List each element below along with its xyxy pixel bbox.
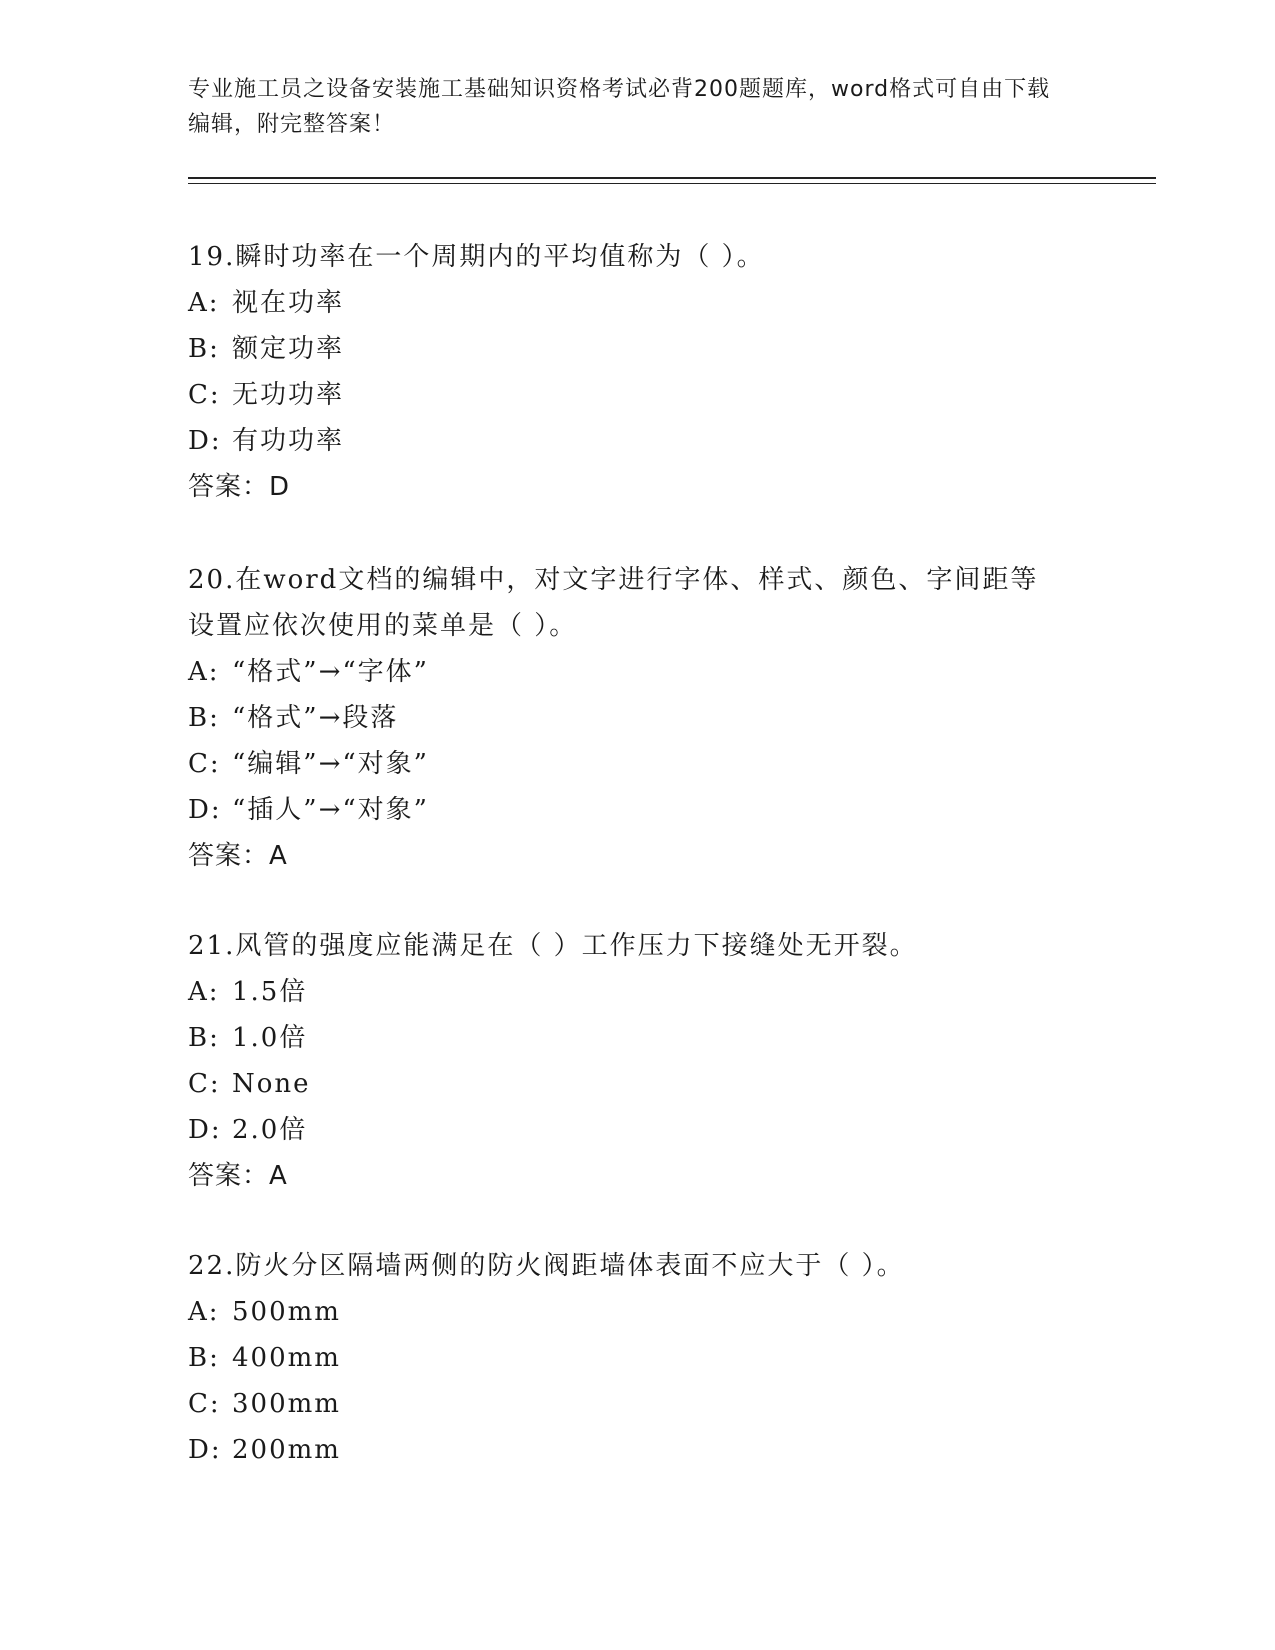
option-b bbox=[188, 1015, 1088, 1061]
option-text: 1.5倍 bbox=[232, 977, 308, 1007]
option-c bbox=[188, 1381, 1088, 1427]
header-divider-bottom bbox=[188, 183, 1156, 184]
option-c bbox=[188, 741, 1088, 787]
question-stem: 21.风管的强度应能满足在（ ）工作压力下接缝处无开裂。 bbox=[188, 931, 918, 961]
option-d bbox=[188, 418, 1088, 464]
option-text: “编辑”→“对象” bbox=[232, 749, 429, 779]
option-key: C: bbox=[188, 380, 221, 410]
option-key: C: bbox=[188, 1069, 221, 1099]
question-stem: 20.在word文档的编辑中，对文字进行字体、样式、颜色、字间距等设置应依次使用的菜单是（ ）。 bbox=[188, 565, 1039, 641]
option-key: D: bbox=[188, 1115, 222, 1145]
question-20 bbox=[188, 557, 1088, 879]
option-text: 1.0倍 bbox=[232, 1023, 308, 1053]
document-header: 专业施工员之设备安装施工基础知识资格考试必背200题题库，word格式可自由下载编辑，附完整答案！ bbox=[188, 77, 1051, 137]
option-text: 无功功率 bbox=[232, 380, 345, 410]
option-c bbox=[188, 1061, 1088, 1107]
option-key: C: bbox=[188, 1389, 221, 1419]
option-text: 2.0倍 bbox=[232, 1115, 308, 1145]
question-21 bbox=[188, 923, 1088, 1199]
option-a bbox=[188, 969, 1088, 1015]
option-text: 200mm bbox=[232, 1435, 341, 1465]
option-key: A: bbox=[188, 657, 220, 687]
option-d bbox=[188, 787, 1088, 833]
option-text: None bbox=[232, 1069, 311, 1099]
option-key: A: bbox=[188, 1297, 220, 1327]
option-key: A: bbox=[188, 977, 220, 1007]
answer-line: 答案：A bbox=[188, 841, 288, 871]
option-b bbox=[188, 695, 1088, 741]
option-key: D: bbox=[188, 1435, 222, 1465]
option-d bbox=[188, 1107, 1088, 1153]
option-key: C: bbox=[188, 749, 221, 779]
option-text: “格式”→段落 bbox=[232, 703, 399, 733]
option-text: 500mm bbox=[232, 1297, 341, 1327]
option-text: 有功功率 bbox=[232, 426, 345, 456]
question-stem: 22.防火分区隔墙两侧的防火阀距墙体表面不应大于（ ）。 bbox=[188, 1251, 905, 1281]
option-key: A: bbox=[188, 288, 220, 318]
option-key: B: bbox=[188, 703, 220, 733]
option-text: 400mm bbox=[232, 1343, 341, 1373]
option-key: B: bbox=[188, 334, 220, 364]
option-text: “插人”→“对象” bbox=[232, 795, 429, 825]
option-a bbox=[188, 649, 1088, 695]
option-key: D: bbox=[188, 795, 222, 825]
option-d bbox=[188, 1427, 1088, 1473]
option-c bbox=[188, 372, 1088, 418]
option-a bbox=[188, 280, 1088, 326]
option-text: 额定功率 bbox=[232, 334, 345, 364]
option-key: B: bbox=[188, 1023, 220, 1053]
option-b bbox=[188, 1335, 1088, 1381]
option-text: 300mm bbox=[232, 1389, 341, 1419]
question-stem: 19.瞬时功率在一个周期内的平均值称为（ ）。 bbox=[188, 242, 765, 272]
option-text: “格式”→“字体” bbox=[232, 657, 429, 687]
option-text: 视在功率 bbox=[232, 288, 345, 318]
option-key: D: bbox=[188, 426, 222, 456]
option-b bbox=[188, 326, 1088, 372]
question-19 bbox=[188, 234, 1088, 510]
answer-line: 答案：D bbox=[188, 472, 291, 502]
answer-line: 答案：A bbox=[188, 1161, 288, 1191]
option-key: B: bbox=[188, 1343, 220, 1373]
question-22 bbox=[188, 1243, 1088, 1473]
option-a bbox=[188, 1289, 1088, 1335]
header-divider-top bbox=[188, 177, 1156, 179]
